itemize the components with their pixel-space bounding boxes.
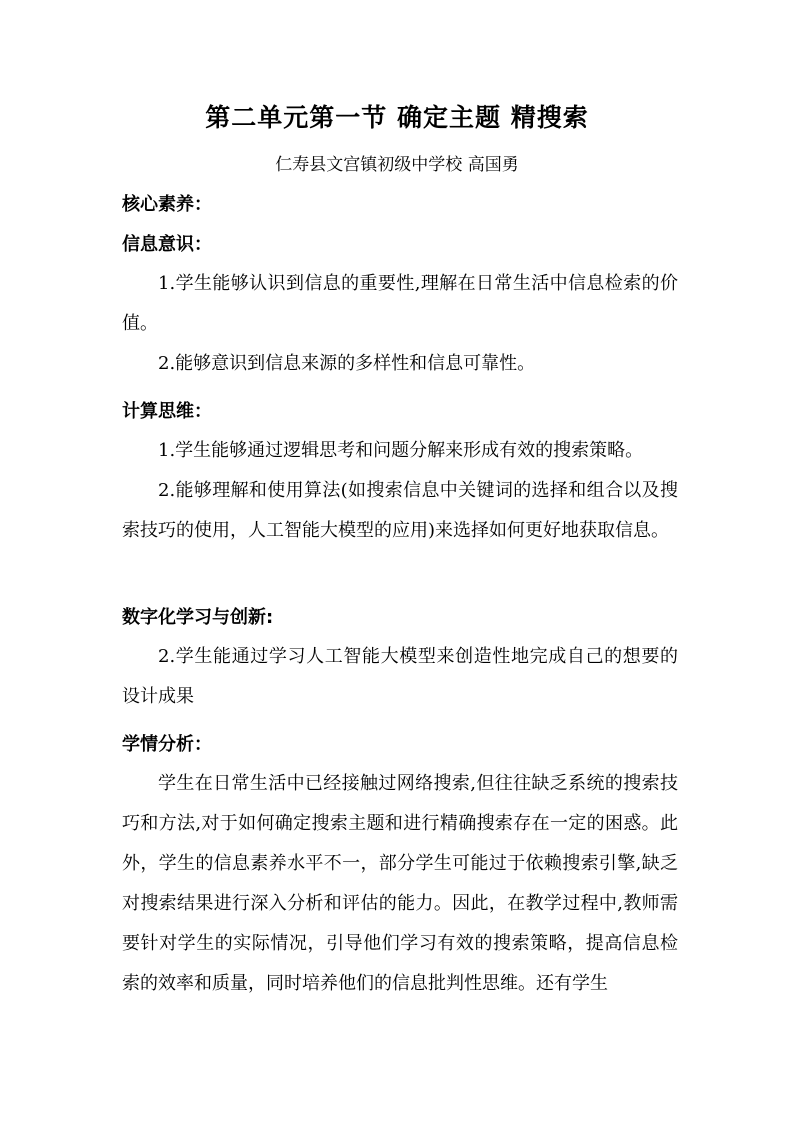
info-awareness-item-2: 2.能够意识到信息来源的多样性和信息可靠性。 xyxy=(158,353,536,374)
heading-computational-thinking: 计算思维： xyxy=(122,401,212,422)
heading-info-awareness: 信息意识： xyxy=(122,234,212,255)
heading-digital-learning: 数字化学习与创新: xyxy=(122,607,274,628)
heading-core-literacy: 核心素养： xyxy=(122,194,212,215)
info-awareness-item-1: 1.学生能够认识到信息的重要性,理解在日常生活中信息检索的价值。 xyxy=(122,273,678,334)
student-analysis-text: 学生在日常生活中已经接触过网络搜索,但往往缺乏系统的搜索技巧和方法,对于如何确定搜索主题和进行精确搜索存在一定的困惑。此外，学生的信息素养水平不一，部分学生可能过于依赖搜索引擎,缺乏对搜索结果进行深入分析和评估的能力。因此，在教学过程中,教师需要针对学生的实际情况，引导他们学习有效的搜索策略，提高信息检索的效率和质量，同时培养他们的信息批判性思维。还有学生 xyxy=(122,773,678,994)
document-title: 第二单元第一节 确定主题 精搜索 xyxy=(205,103,589,132)
digital-learning-item-2: 2.学生能通过学习人工智能大模型来创造性地完成自己的想要的设计成果 xyxy=(122,646,678,707)
author-line: 仁寿县文宫镇初级中学校 高国勇 xyxy=(275,155,519,175)
computational-item-2: 2.能够理解和使用算法(如搜索信息中关键词的选择和组合以及搜索技巧的使用，人工智能大模型的应用)来选择如何更好地获取信息。 xyxy=(122,480,678,541)
heading-student-analysis: 学情分析： xyxy=(122,734,212,755)
computational-item-1: 1.学生能够通过逻辑思考和问题分解来形成有效的搜索策略。 xyxy=(158,440,644,461)
